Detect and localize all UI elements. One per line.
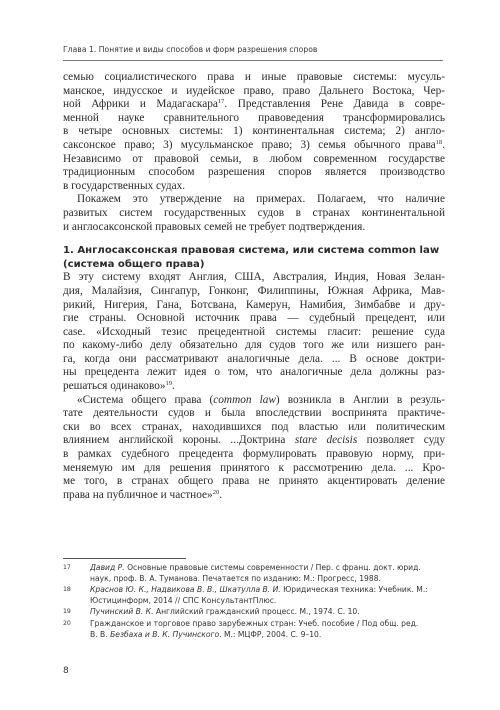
footnote-ref-20: 20 (212, 488, 220, 496)
text-line (63, 98, 445, 112)
section-heading-line: 1. Англосаксонская правовая система, или система common law (63, 245, 440, 257)
footnote-line (90, 607, 445, 618)
footnote-number: 19 (63, 608, 71, 616)
text-line: и англосаксонской правовых семей не требует подтверждения. (63, 220, 366, 233)
footnote-text: . М.: МЦФР, 2004. С. 9–10. (219, 629, 322, 639)
text-fragment: . (172, 380, 175, 393)
text-fragment: саксонское право; 3) мусульманское право; 3) семья обычного права (63, 138, 436, 151)
footnote-author: Пучинский В. К. (90, 607, 154, 617)
footnote-line (90, 585, 445, 596)
text-line: традиционным способом разрешения споров является производство (63, 166, 445, 179)
paragraph-3 (63, 271, 445, 393)
text-line: case. «Исходный тезис прецедентной системы гласит: решение суда (63, 325, 445, 338)
header-rule (63, 60, 443, 61)
text-line: манское, индусское и иудейское право, право Дальнего Востока, Чер- (63, 84, 445, 97)
main-text (63, 71, 445, 502)
text-fragment: «Система общего права ( (77, 393, 214, 406)
text-fragment: позволяет суду (357, 434, 445, 447)
text-line: меняемую им для решения принятого к рассмотрению дела. ... Кро- (63, 461, 445, 474)
text-line: Покажем это утверждение на примерах. Полагаем, что наличие (77, 193, 445, 206)
footnote-author: Давид Р. (90, 563, 125, 572)
text-line: в четыре основных системы: 1) континентальная система; 2) англо- (63, 125, 445, 138)
footnote-20 (63, 619, 445, 640)
paragraph-2 (63, 193, 445, 234)
footnote-text: Основные правовые системы современности / Пер. с франц. докт. юрид. (124, 563, 421, 572)
footnote-rule (63, 558, 186, 559)
text-line: гие страны. Основной источник права — судебный прецедент, или (63, 312, 445, 325)
text-line: га, когда они рассматривают аналогичные дела. ... В основе доктри- (63, 352, 445, 365)
text-line: рикий, Нигерия, Гана, Ботсвана, Камерун, Намибия, Зимбабве и дру- (63, 298, 445, 311)
text-line: тате деятельности судов и была впоследствии воспринята практиче- (63, 407, 445, 420)
footnote-text: Английский гражданский процесс. М., 1974. С. 10. (153, 607, 360, 617)
footnote-19 (63, 607, 445, 618)
text-line: семью социалистического права и иные правовые системы: мусуль- (63, 71, 445, 83)
footnote-number: 20 (63, 619, 71, 627)
text-fragment: . (219, 488, 223, 501)
emphasis-common-law: common law (213, 393, 276, 406)
text-line (63, 394, 445, 408)
emphasis-stare-decisis: stare decisis (294, 434, 358, 447)
text-line (63, 489, 445, 503)
text-line: в государственных судах. (63, 179, 186, 192)
paragraph-1 (63, 71, 445, 193)
section-heading-line: (система общего права) (63, 258, 205, 270)
text-line: В эту систему входят Англия, США, Австралия, Индия, Новая Зелан- (63, 271, 445, 284)
section-heading (63, 244, 445, 271)
footnote-number: 18 (63, 586, 71, 594)
footnote-line (90, 563, 445, 574)
footnote-17 (63, 563, 445, 584)
footnote-ref-17: 17 (217, 98, 225, 106)
text-line: ски во всех странах, находившихся под властью или политическим (63, 420, 445, 433)
text-fragment: . Представления Рене Давида в совре- (224, 98, 446, 111)
text-fragment: ) возникла в Англии в резуль- (275, 393, 445, 406)
text-fragment: ной Африки и Мадагаскара (63, 98, 218, 111)
text-line: развитых систем государственных судов в странах континентальной (63, 206, 445, 219)
footnote-text: В. В. (90, 629, 111, 639)
page-number: 8 (63, 666, 69, 676)
footnote-ref-19: 19 (165, 380, 172, 388)
footnote-18 (63, 585, 445, 606)
text-line: ны прецедента лежит идея о том, что аналогичные дела должны раз- (63, 366, 445, 379)
footnote-author: Краснов Ю. К., Надвикова В. В., Шкатулла В. И. (90, 585, 281, 595)
paragraph-4 (63, 394, 445, 503)
text-line: в рамках судебного прецедента формулировать правовую норму, при- (63, 448, 445, 461)
text-fragment: решаться одинаково» (63, 380, 166, 393)
footnotes (63, 563, 445, 641)
text-line: по какому-либо делу обязательно для судов того же или низшего ран- (63, 339, 445, 352)
running-header: Глава 1. Понятие и виды способов и форм разрешения споров (63, 45, 318, 54)
footnote-ref-18: 18 (435, 138, 443, 146)
footnote-editors: Безбаха и В. К. Пучинского (110, 629, 220, 639)
text-line (63, 380, 445, 394)
footnote-line: наук, проф. В. А. Туманова. Печатается по изданию: М.: Прогресс, 1988. (90, 573, 381, 583)
text-line: Независимо от правовой семьи, в любом современном государстве (63, 152, 445, 165)
text-fragment: права на публичное и частное» (63, 488, 213, 501)
text-fragment: влиянием английской короны. ...Доктрина (63, 434, 295, 447)
footnote-line (90, 630, 445, 641)
text-line (63, 139, 445, 153)
text-fragment: . (442, 138, 445, 151)
text-line: менной науке сравнительного правоведения трансформировались (63, 111, 445, 124)
text-line: дия, Малайзия, Сингапур, Гонконг, Филиппины, Южная Африка, Мав- (63, 284, 445, 297)
text-line (63, 434, 445, 448)
footnote-number: 17 (63, 564, 71, 571)
footnote-line: Гражданское и торговое право зарубежных стран: Учеб. пособие / Под общ. ред. (90, 618, 419, 628)
text-line: ме того, в странах общего права не принято акцентировать деление (63, 475, 445, 488)
footnote-text: Юридическая техника: Учебник. М.: (280, 585, 428, 595)
footnote-line: Юстицинформ, 2014 // СПС КонсультантПлюс. (90, 595, 277, 605)
